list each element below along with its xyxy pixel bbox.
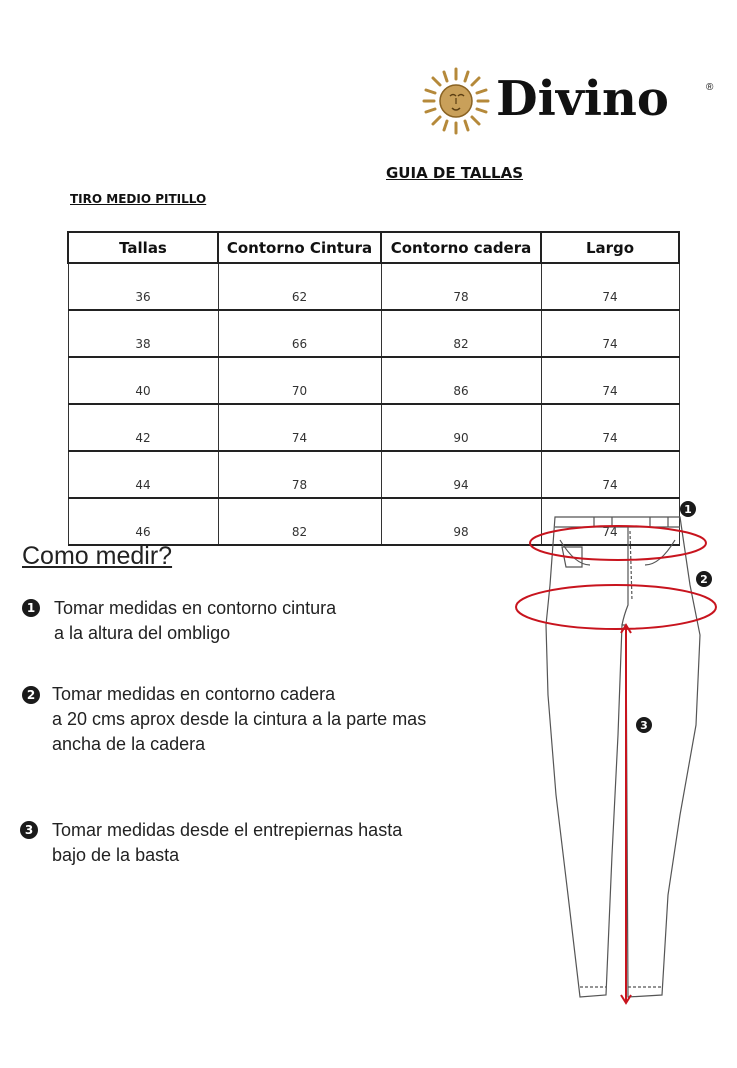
table-cell: 90 [381, 404, 541, 451]
step-line: a la altura del ombligo [54, 623, 231, 643]
step-2-badge: 2 [22, 686, 40, 704]
marker-1-label: 1 [684, 503, 692, 516]
table-cell: 74 [541, 263, 679, 310]
table-cell: 74 [218, 404, 381, 451]
table-row [68, 404, 679, 451]
table-cell: 98 [381, 498, 541, 545]
table-cell: 62 [218, 263, 381, 310]
table-cell: 74 [541, 451, 679, 498]
step-1-text [54, 596, 336, 646]
header-contorno-cadera: Contorno cadera [381, 232, 541, 263]
step-line: Tomar medidas desde el entrepiernas hasta [52, 820, 403, 840]
header-tallas: Tallas [68, 232, 218, 263]
table-cell: 36 [68, 263, 218, 310]
table-cell: 74 [541, 498, 679, 545]
hip-measure-line [516, 585, 716, 629]
registered-mark: ® [706, 82, 714, 93]
waist-measure-line [530, 526, 706, 560]
table-cell: 94 [381, 451, 541, 498]
jeans-measurement-diagram [500, 495, 730, 1015]
table-cell: 78 [381, 263, 541, 310]
brand-name: Divino [496, 71, 669, 127]
marker-2-label: 2 [700, 573, 708, 586]
step-1-badge: 1 [22, 599, 40, 617]
step-3-text [52, 818, 402, 868]
table-header-row [68, 232, 679, 263]
marker-3-label: 3 [640, 719, 648, 732]
step-line: Tomar medidas en contorno cintura [54, 598, 337, 618]
table-cell: 42 [68, 404, 218, 451]
page-title: GUIA DE TALLAS [386, 164, 524, 182]
sun-logo-icon [420, 66, 492, 136]
table-cell: 40 [68, 357, 218, 404]
table-cell: 78 [218, 451, 381, 498]
step-line: Tomar medidas en contorno cadera [52, 684, 336, 704]
step-line: a 20 cms aprox desde la cintura a la parte mas [52, 709, 427, 729]
step-line: bajo de la basta [52, 845, 180, 865]
table-cell: 86 [381, 357, 541, 404]
section-subtitle: TIRO MEDIO PITILLO [70, 192, 207, 206]
step-2-text [52, 682, 426, 757]
table-row [68, 310, 679, 357]
how-to-measure-title: Como medir? [22, 542, 173, 570]
table-cell: 74 [541, 310, 679, 357]
table-cell: 70 [218, 357, 381, 404]
table-cell: 82 [381, 310, 541, 357]
table-cell: 44 [68, 451, 218, 498]
table-cell: 74 [541, 357, 679, 404]
table-cell: 38 [68, 310, 218, 357]
header-contorno-cintura: Contorno Cintura [218, 232, 381, 263]
marker-1-icon [680, 501, 696, 517]
table-cell: 66 [218, 310, 381, 357]
table-row [68, 357, 679, 404]
marker-2-icon [696, 571, 712, 587]
table-row [68, 451, 679, 498]
step-3-badge: 3 [20, 821, 38, 839]
table-cell: 82 [218, 498, 381, 545]
table-cell: 46 [68, 498, 218, 545]
table-cell: 74 [541, 404, 679, 451]
step-line: ancha de la cadera [52, 734, 206, 754]
table-row [68, 263, 679, 310]
marker-3-icon [636, 717, 652, 733]
header-largo: Largo [541, 232, 679, 263]
